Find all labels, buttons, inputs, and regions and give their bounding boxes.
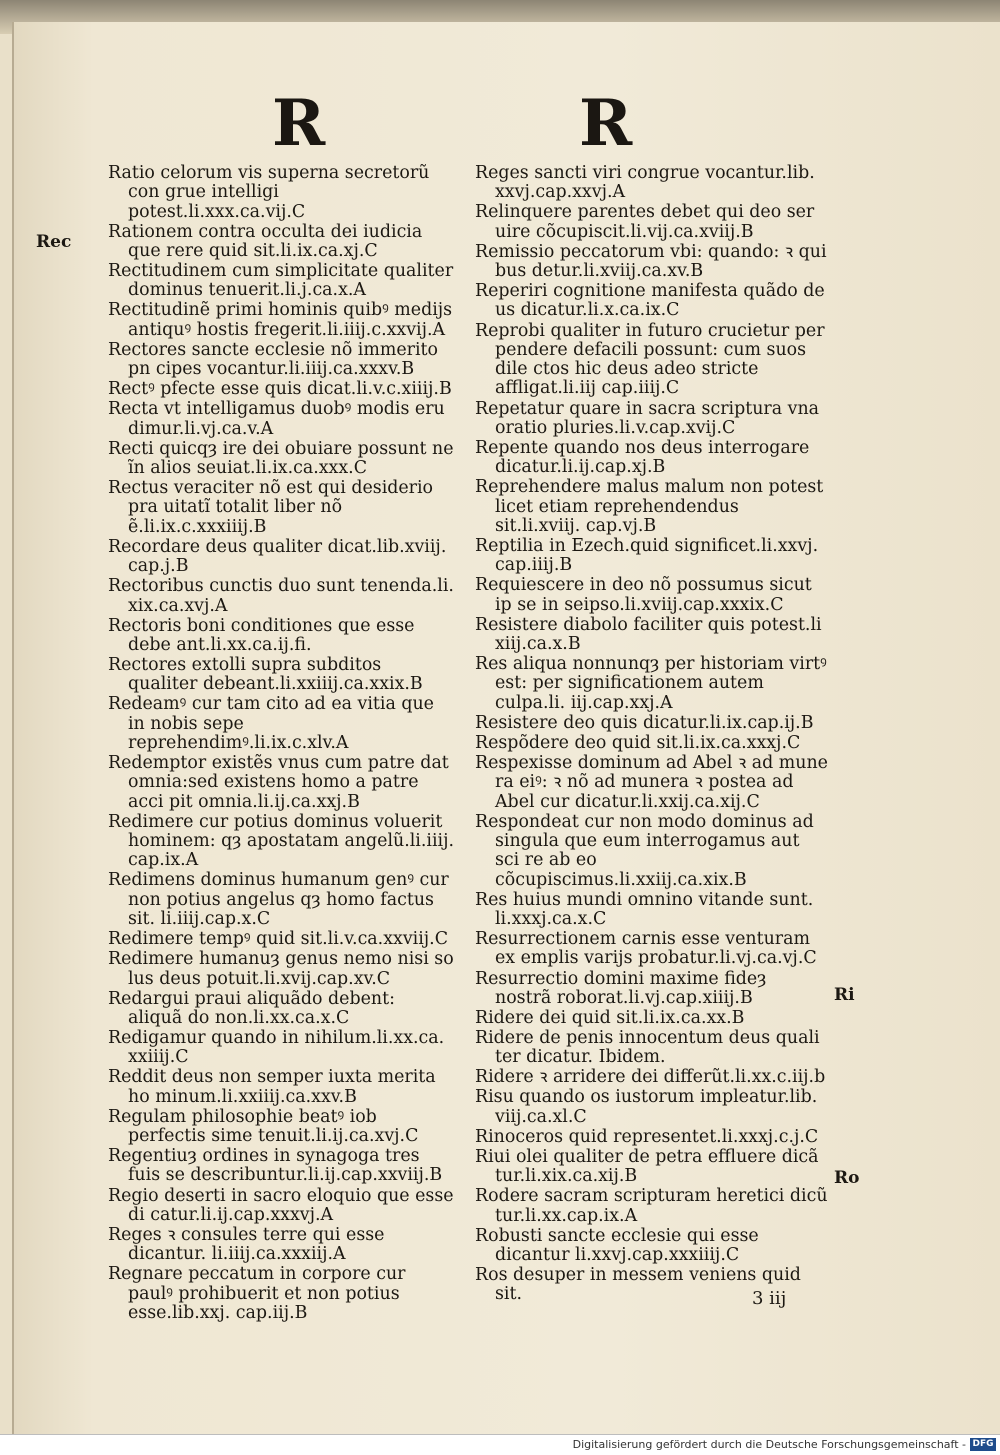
index-entry: Redimere humanuȝ genus nemo nisi so lus deus potuit.li.xvij.cap.xv.C [108, 949, 454, 989]
index-entry: Rectitudinẽ primi hominis quibꝰ medijs antiquꝰ hostis fregerit.li.iiij.c.xxvij.A [108, 300, 453, 340]
margin-mark-ri: Ri [834, 985, 855, 1005]
index-entry: Repente quando nos deus interrogare dicatur.li.ij.cap.xj.B [475, 437, 810, 478]
index-entry: Redemptor existẽs vnus cum patre dat omnia:sed existens homo a patre acci pit omnia.li.ij.ca.xxj.B [108, 753, 449, 812]
index-column-right [475, 164, 828, 1306]
index-entry: Rectores extolli supra subditos qualiter debeant.li.xxiiij.ca.xxix.B [108, 654, 423, 695]
index-entry: Repetatur quare in sacra scriptura vna oratio pluries.li.v.cap.xvij.C [475, 398, 820, 438]
index-entry: Rectoribus cunctis duo sunt tenenda.li. xix.ca.xvj.A [108, 576, 454, 616]
index-entry: Regio deserti in sacro eloquio que esse di catur.li.ij.cap.xxxvj.A [108, 1185, 454, 1225]
margin-mark-rec: Rec [36, 232, 72, 252]
index-entry: Ridere dei quid sit.li.ix.ca.xx.B [475, 1007, 745, 1028]
index-entry: Redeamꝰ cur tam cito ad ea vitia que in nobis sepe reprehendimꝰ.li.ix.c.xlv.A [108, 694, 434, 753]
index-entry: Ridere de penis innocentum deus quali ter dicatur. Ibidem. [475, 1028, 820, 1068]
index-entry: Resistere deo quis dicatur.li.ix.cap.ij.B [475, 712, 814, 733]
index-entry: Riui olei qualiter de petra effluere dicã tur.li.xix.ca.xij.B [475, 1146, 819, 1187]
index-entry: Rectitudinem cum simplicitate qualiter dominus tenuerit.li.j.ca.x.A [108, 261, 454, 301]
index-entry: Ridere ꝛ arridere dei differũt.li.xx.c.iij.b [475, 1067, 826, 1088]
index-entry: Res huius mundi omnino vitande sunt. li.xxxj.ca.x.C [475, 889, 814, 930]
index-entry: Recordare deus qualiter dicat.lib.xviij. cap.j.B [108, 536, 447, 577]
index-entry: Reddit deus non semper iuxta merita ho minum.li.xxiiij.ca.xxv.B [108, 1067, 436, 1107]
footer-credit: Digitalisierung gefördert durch die Deutsche Forschungsgemeinschaft - [572, 1438, 966, 1451]
index-entry: Regnare peccatum in corpore cur paulꝰ prohibuerit et non potius esse.lib.xxj. cap.iij.B [108, 1264, 406, 1323]
index-entry: Rinoceros quid representet.li.xxxj.c.j.C [475, 1126, 819, 1147]
index-entry: Relinquere parentes debet qui deo ser uire cõcupiscit.li.vij.ca.xviij.B [475, 202, 815, 242]
dfg-logo: DFG [970, 1438, 996, 1451]
index-entry: Rectores sancte ecclesie nõ immerito pn cipes vocantur.li.iiij.ca.xxxv.B [108, 339, 438, 380]
index-entry: Requiescere in deo nõ possumus sicut ip se in seipso.li.xviij.cap.xxxix.C [475, 575, 812, 615]
footer-bar [0, 1434, 1000, 1455]
index-entry: Remissio peccatorum vbi: quando: ꝛ qui bus detur.li.xviij.ca.xv.B [475, 241, 827, 282]
index-entry: Redimere tempꝰ quid sit.li.v.ca.xxviij.C [108, 929, 448, 950]
index-entry: Reges ꝛ consules terre qui esse dicantur. li.iiij.ca.xxxiij.A [108, 1224, 385, 1265]
index-entry: Rectus veraciter nõ est qui desiderio pra uitatĩ totalit liber nõ ẽ.li.ix.c.xxxiiij.B [108, 478, 434, 537]
index-entry: Regentiuȝ ordines in synagoga tres fuis se describuntur.li.ij.cap.xxviij.B [108, 1146, 443, 1186]
index-entry: Respondeat cur non modo dominus ad singula que eum interrogamus aut sci re ab eo cõcupiscimus.li.xxiij.ca.xix.B [475, 811, 814, 890]
index-entry: Respõdere deo quid sit.li.ix.ca.xxxj.C [475, 732, 801, 753]
index-entry: Risu quando os iustorum impleatur.lib. viij.ca.xl.C [475, 1087, 818, 1127]
index-entry: Rectoris boni conditiones que esse debe ant.li.xx.ca.ij.fi. [108, 615, 415, 655]
index-entry: Redimens dominus humanum genꝰ cur non potius angelus qȝ homo factus sit. li.iiij.cap.x.C [108, 870, 449, 930]
index-entry: Reprobi qualiter in futuro crucietur per pendere defacili possunt: cum suos dile ctos hic deus adeo stricte affligat.li.iij cap.iiij.C [475, 320, 825, 399]
signature-mark: 3 iij [752, 1288, 787, 1309]
index-entry: Regulam philosophie beatꝰ iob perfectis sime tenuit.li.ij.ca.xvj.C [108, 1106, 419, 1147]
book-page [12, 22, 1000, 1434]
index-entry: Ratio celorum vis superna secretorũ con grue intelligi potest.li.xxx.ca.vij.C [108, 163, 430, 222]
index-entry: Resurrectio domini maxime fideȝ nostrã roborat.li.vj.cap.xiiij.B [475, 968, 767, 1008]
index-entry: Redimere cur potius dominus voluerit hominem: qȝ apostatam angelũ.li.iiij. cap.ix.A [108, 811, 454, 871]
index-entry: Reptilia in Ezech.quid significet.li.xxvj. cap.iiij.B [475, 536, 819, 576]
index-entry: Rodere sacram scripturam heretici dicũ tur.li.xx.cap.ix.A [475, 1186, 828, 1226]
index-entry: Respexisse dominum ad Abel ꝛ ad mune ra eiꝰ: ꝛ nõ ad munera ꝛ postea ad Abel cur dicatur.li.xxij.ca.xij.C [475, 753, 828, 812]
index-entry: Reges sancti viri congrue vocantur.lib. xxvj.cap.xxvj.A [475, 163, 815, 203]
index-entry: Redargui praui aliquãdo debent: aliquã do non.li.xx.ca.x.C [108, 988, 395, 1028]
index-entry: Rectꝰ pfecte esse quis dicat.li.v.c.xiiij.B [108, 379, 452, 400]
margin-mark-ro: Ro [834, 1168, 860, 1188]
index-entry: Reperiri cognitione manifesta quãdo de us dicatur.li.x.ca.ix.C [475, 281, 825, 321]
index-entry: Resurrectionem carnis esse venturam ex emplis varijs probatur.li.vj.ca.vj.C [475, 929, 817, 969]
index-entry: Res aliqua nonnunqȝ per historiam virtꝰ est: per significationem autem culpa.li. iij.cap.xxj.A [475, 654, 827, 713]
page-heading-left: R [272, 86, 328, 161]
index-entry: Redigamur quando in nihilum.li.xx.ca. xxiiij.C [108, 1028, 445, 1068]
index-entry: Rationem contra occulta dei iudicia que rere quid sit.li.ix.ca.xj.C [108, 221, 423, 261]
index-entry: Robusti sancte ecclesie qui esse dicantur li.xxvj.cap.xxxiiij.C [475, 1225, 759, 1266]
page-heading-right: R [579, 86, 635, 161]
index-column-left [108, 164, 454, 1324]
index-entry: Recti quicqȝ ire dei obuiare possunt ne ĩn alios seuiat.li.ix.ca.xxx.C [108, 438, 454, 479]
index-entry: Ros desuper in messem veniens quid sit. [475, 1265, 801, 1305]
index-entry: Resistere diabolo faciliter quis potest.li xiij.ca.x.B [475, 614, 822, 655]
index-entry: Reprehendere malus malum non potest licet etiam reprehendendus sit.li.xviij. cap.vj.B [475, 477, 824, 536]
index-entry: Recta vt intelligamus duobꝰ modis eru dimur.li.vj.ca.v.A [108, 399, 445, 439]
